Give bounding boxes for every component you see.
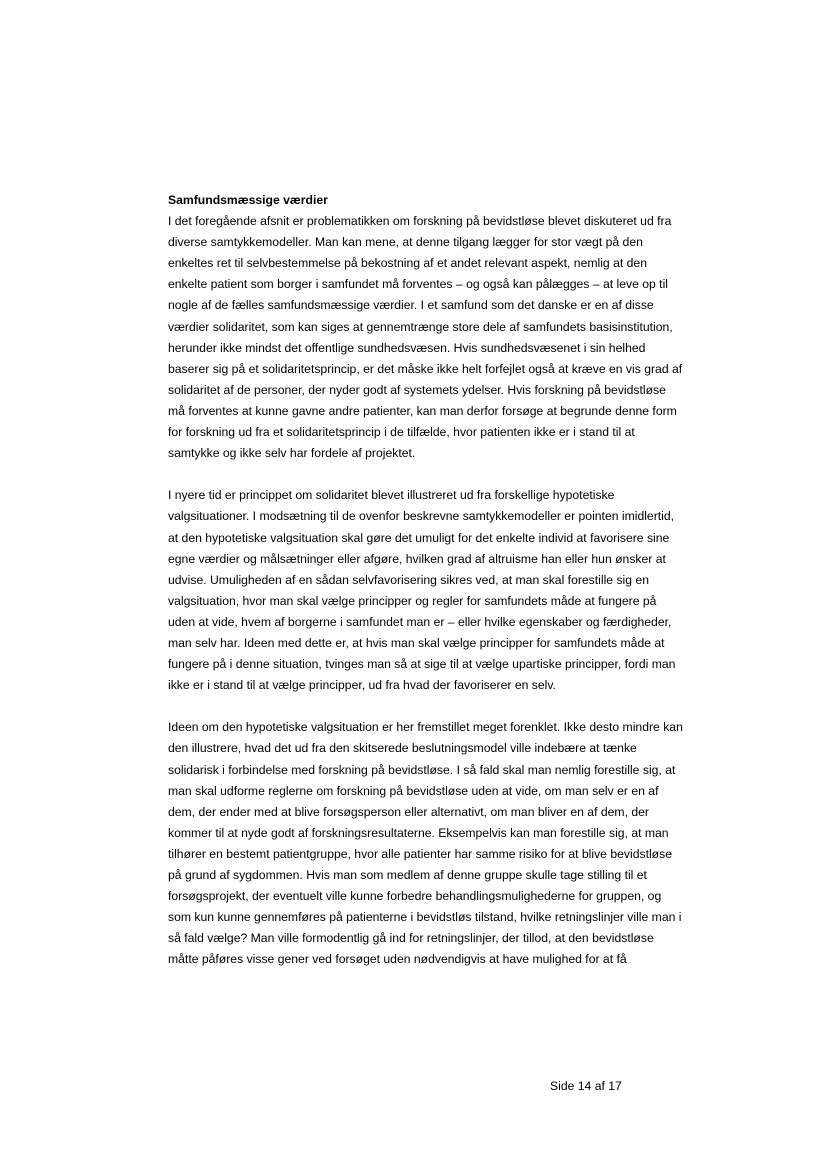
text-line: dem, der ender med at blive forsøgsperson eller alternativt, om man bliver en af dem, der	[168, 804, 649, 819]
text-line: som kun kunne gennemføres på patienterne i bevidstløs tilstand, hvilke retningslinjer ville man i	[168, 910, 682, 925]
text-line: kommer til at nyde godt af forskningsresultaterne. Eksempelvis kan man forestille sig, at man	[168, 825, 669, 840]
text-line: tilhører en bestemt patientgruppe, hvor alle patienter har samme risiko for at blive bevidstløse	[168, 846, 672, 861]
text-line: måtte påføres visse gener ved forsøget uden nødvendigvis at have mulighed for at få	[168, 952, 627, 967]
text-line: herunder ikke mindst det offentlige sundhedsvæsen. Hvis sundhedsvæsenet i sin helhed	[168, 340, 646, 355]
section-heading: Samfundsmæssige værdier	[168, 193, 328, 207]
paragraph	[168, 485, 748, 696]
paragraph	[168, 211, 748, 464]
body-text	[168, 190, 748, 992]
text-line: fungere på i denne situation, tvinges man så at sige til at vælge upartiske principper, fordi man	[168, 657, 676, 672]
text-line: solidaritet af de personer, der nyder godt af systemets ydelser. Hvis forskning på bevidstløse	[168, 382, 666, 397]
text-line: at den hypotetiske valgsituation skal gøre det umuligt for det enkelte individ at favorisere sine	[168, 530, 670, 545]
text-line: man selv har. Ideen med dette er, at hvis man skal vælge principper for samfundets måde at	[168, 635, 665, 650]
page-number: Side 14 af 17	[550, 1079, 622, 1093]
text-line: enkelte patient som borger i samfundet må forventes – og også kan pålægges – at leve op til	[168, 277, 668, 292]
text-line: nogle af de fælles samfundsmæssige værdier. I et samfund som det danske er en af disse	[168, 298, 654, 313]
text-line: baserer sig på et solidaritetsprincip, er det måske ikke helt forfejlet også at kræve en vis grad af	[168, 361, 683, 376]
text-line: solidarisk i forbindelse med forskning på bevidstløse. I så fald skal man nemlig forestille sig, at	[168, 762, 676, 777]
text-line: ikke er i stand til at vælge principper, ud fra hvad der favoriserer en selv.	[168, 678, 556, 693]
text-line: I nyere tid er princippet om solidaritet blevet illustreret ud fra forskellige hypotetiske	[168, 488, 615, 503]
paragraph	[168, 717, 748, 970]
text-line: egne værdier og målsætninger eller afgøre, hvilken grad af altruisme han eller hun ønsker at	[168, 551, 666, 566]
paragraphs	[168, 211, 748, 970]
text-line: må forventes at kunne gavne andre patienter, kan man derfor forsøge at begrunde denne form	[168, 403, 677, 418]
text-line: forsøgsprojekt, der eventuelt ville kunne forbedre behandlingsmulighederne for gruppen, og	[168, 889, 662, 904]
text-line: samtykke og ikke selv har fordele af projektet.	[168, 446, 416, 461]
text-line: man skal udforme reglerne om forskning på bevidstløse uden at vide, om man selv er en af	[168, 783, 659, 798]
text-line: uden at vide, hvem af borgerne i samfundet man er – eller hvilke egenskaber og færdigheder,	[168, 614, 672, 629]
text-line: valgsituationer. I modsætning til de ovenfor beskrevne samtykkemodeller er pointen imidlertid,	[168, 509, 675, 524]
text-line: valgsituation, hvor man skal vælge principper og regler for samfundets måde at fungere på	[168, 593, 657, 608]
text-line: den illustrere, hvad det ud fra den skitserede beslutningsmodel ville indebære at tænke	[168, 741, 637, 756]
text-line: for forskning ud fra et solidaritetsprincip i de tilfælde, hvor patienten ikke er i stand til at	[168, 425, 635, 440]
text-line: enkeltes ret til selvbestemmelse på bekostning af et andet relevant aspekt, nemlig at den	[168, 256, 647, 271]
text-line: så fald vælge? Man ville formodentlig gå ind for retningslinjer, der tillod, at den bevidstløse	[168, 931, 654, 946]
text-line: udvise. Umuligheden af en sådan selvfavorisering sikres ved, at man skal forestille sig en	[168, 572, 649, 587]
text-line: på grund af sygdommen. Hvis man som medlem af denne gruppe skulle tage stilling til et	[168, 868, 647, 882]
text-line: Ideen om den hypotetiske valgsituation er her fremstillet meget forenklet. Ikke desto mindre kan	[168, 720, 683, 735]
text-line: diverse samtykkemodeller. Man kan mene, at denne tilgang lægger for stor vægt på den	[168, 235, 643, 250]
text-line: værdier solidaritet, som kan siges at gennemtrænge store dele af samfundets basisinstitution,	[168, 319, 673, 334]
text-line: I det foregående afsnit er problematikken om forskning på bevidstløse blevet diskuteret ud fra	[168, 214, 672, 229]
